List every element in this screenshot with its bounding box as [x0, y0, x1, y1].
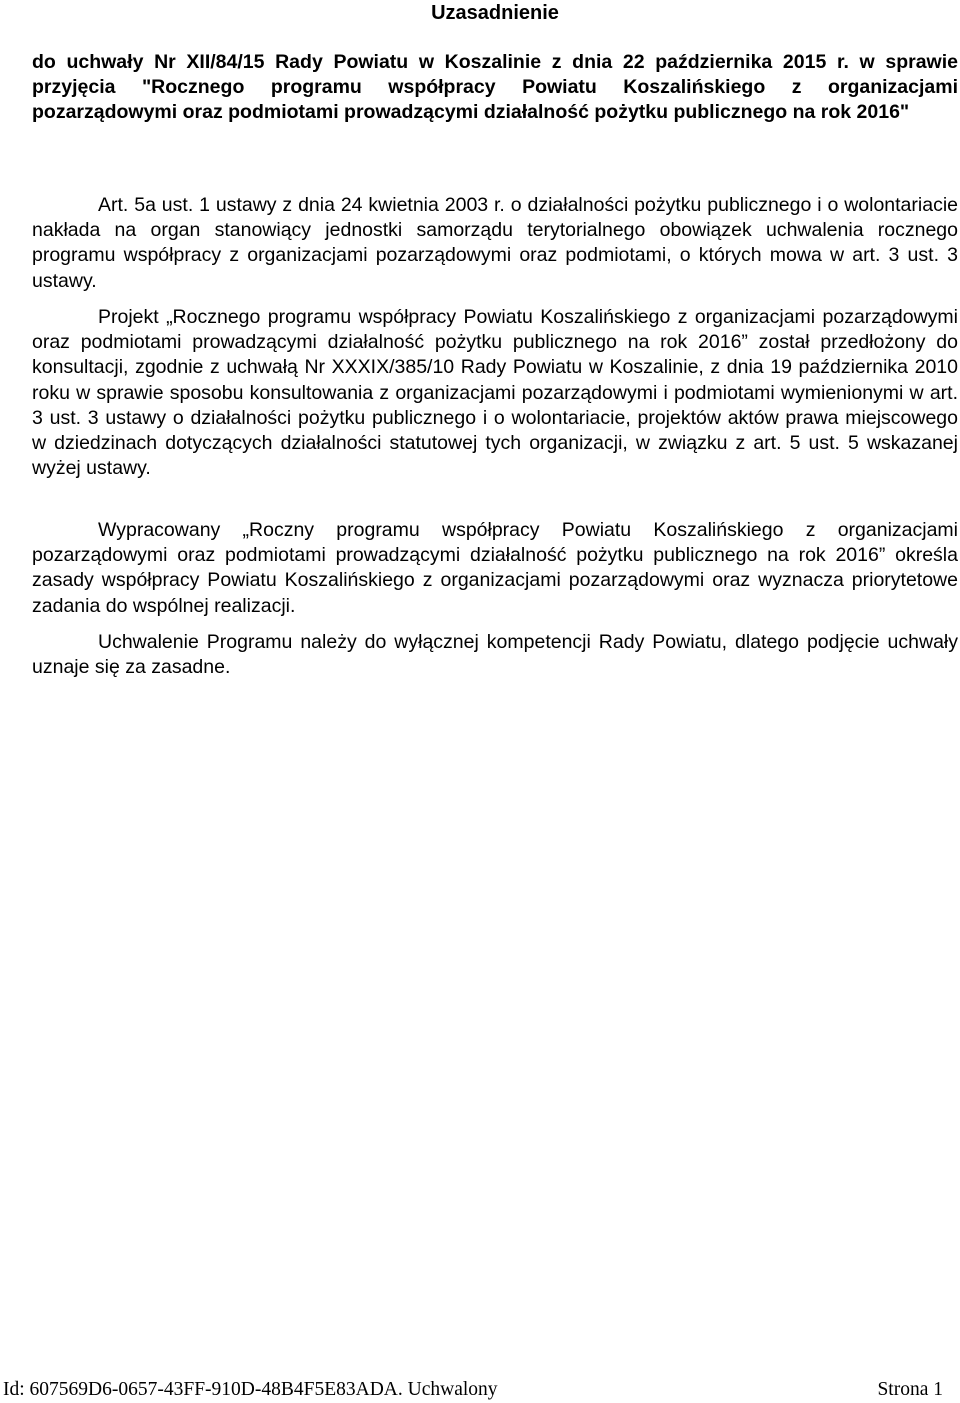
document-id-label: Id: 607569D6-0657-43FF-910D-48B4F5E83ADA. Uchwalony — [3, 1379, 498, 1400]
page-number-label: Strona 1 — [877, 1379, 943, 1400]
resolution-subtitle: do uchwały Nr XII/84/15 Rady Powiatu w Koszalinie z dnia 22 października 2015 r. w sprawie przyjęcia "Rocznego programu współpracy Powiatu Koszalińskiego z organizacjami pozarządowymi oraz podmiotami prowadzącymi działalność pożytku publicznego na rok 2016" — [32, 51, 958, 123]
page-title: Uzasadnienie — [431, 2, 559, 24]
paragraph-legal-basis: Art. 5a ust. 1 ustawy z dnia 24 kwietnia 2003 r. o działalności pożytku publicznego i o wolontariacie nakłada na organ stanowiący jednostki samorządu terytorialnego obowiązek uchwalenia rocznego programu współpracy z organizacjami pozarządowymi oraz podmiotami, o których mowa w art. 3 ust. 3 ustawy. — [32, 194, 958, 292]
paragraph-consultation: Projekt „Rocznego programu współpracy Powiatu Koszalińskiego z organizacjami pozarządowymi oraz podmiotami prowadzącymi działalność pożytku publicznego na rok 2016” został przedłożony do konsultacji, zgodnie z uchwałą Nr XXXIX/385/10 Rady Powiatu w Koszalinie, z dnia 19 października 2010 roku w sprawie sposobu konsultowania z organizacjami pozarządowymi i podmiotami wymienionymi w art. 3 ust. 3 ustawy o działalności pożytku publicznego i o wolontariacie, projektów aktów prawa miejscowego w dziedzinach dotyczących działalności statutowej tych organizacji, w związku z art. 5 ust. 5 wskazanej wyżej ustawy. — [32, 306, 958, 480]
paragraph-program-scope: Wypracowany „Roczny programu współpracy Powiatu Koszalińskiego z organizacjami pozarządowymi oraz podmiotami prowadzącymi działalność pożytku publicznego na rok 2016” określa zasady współpracy Powiatu Koszalińskiego z organizacjami pozarządowymi oraz wyznacza priorytetowe zadania do wspólnej realizacji. — [32, 519, 958, 617]
paragraph-conclusion: Uchwalenie Programu należy do wyłącznej kompetencji Rady Powiatu, dlatego podjęcie uchwały uznaje się za zasadne. — [32, 631, 958, 679]
